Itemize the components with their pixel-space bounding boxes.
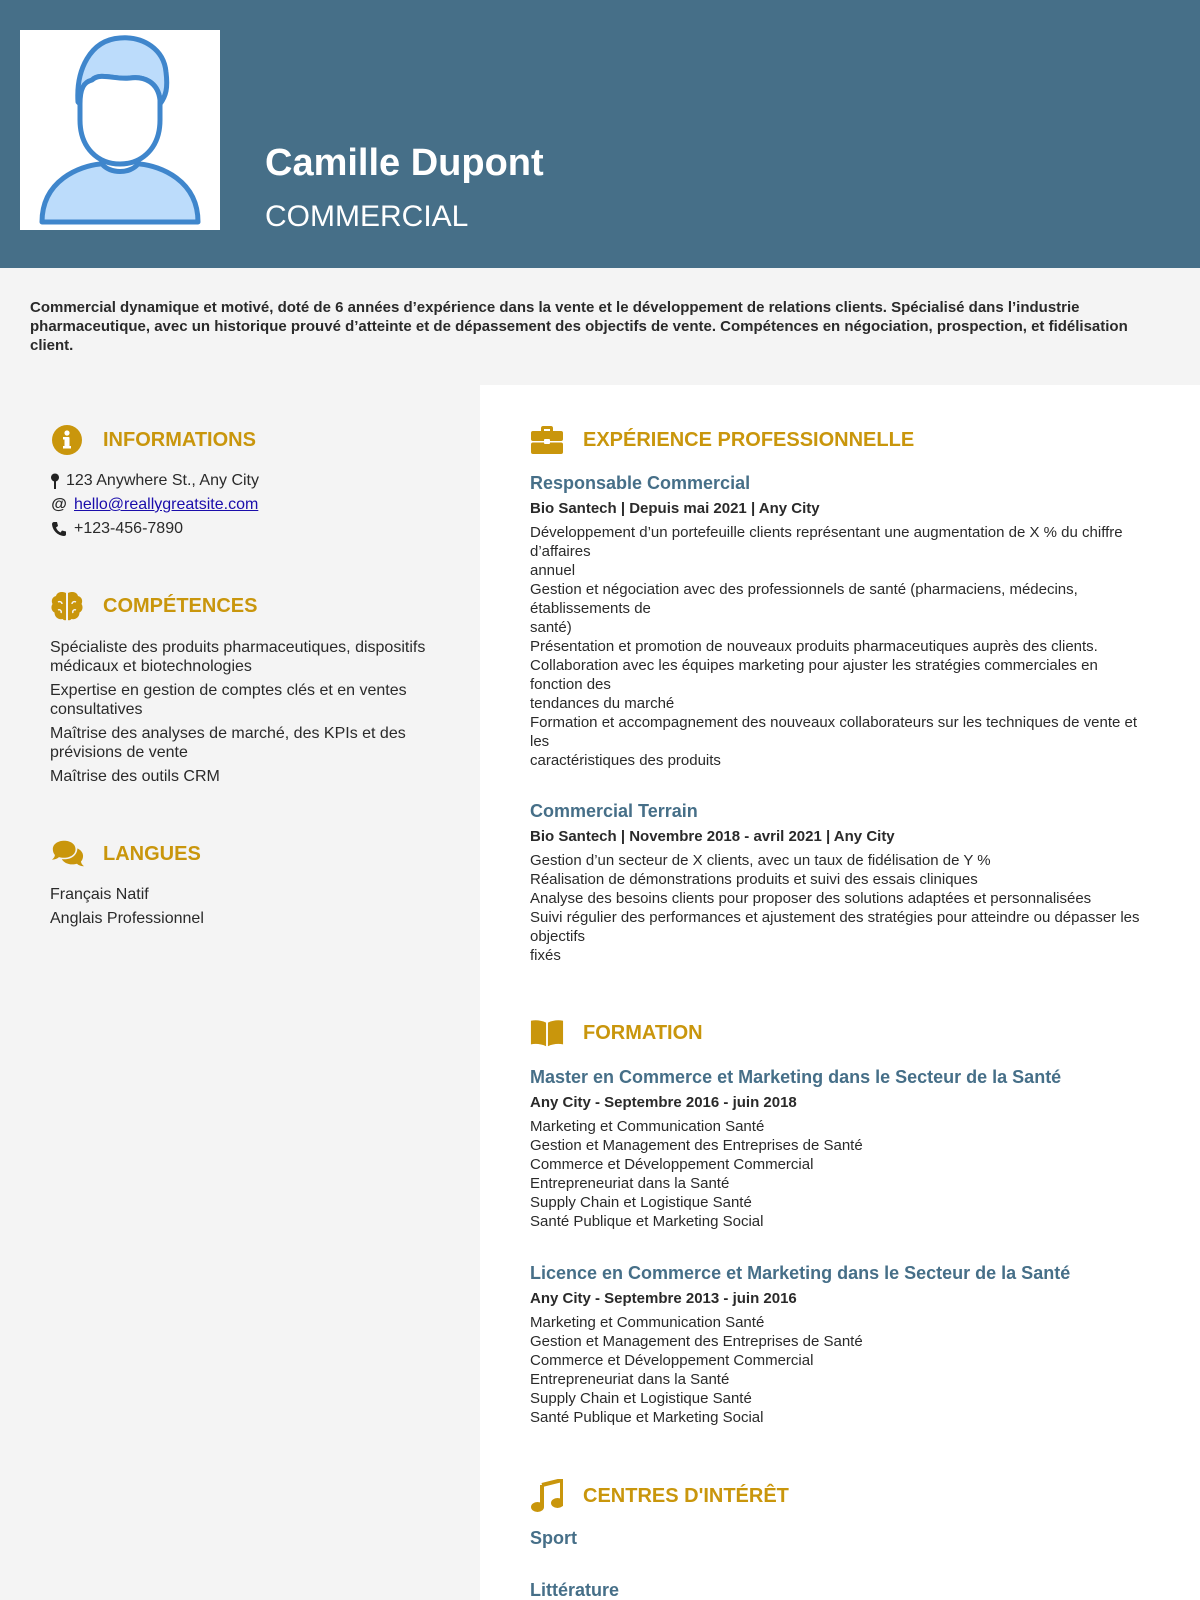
degree-title: Master en Commerce et Marketing dans le Secteur de la Santé	[530, 1067, 1062, 1087]
section-header-interets	[530, 1479, 789, 1513]
section-title: CENTRES D'INTÉRÊT	[583, 1484, 789, 1507]
job-line: Suivi régulier des performances et ajustement des stratégies pour atteindre ou dépasser les objectifs	[530, 909, 1140, 945]
interest-item: Littérature	[530, 1580, 620, 1600]
section-header-formation	[530, 1016, 703, 1050]
job-line: tendances du marché	[530, 695, 675, 712]
degree-title: Licence en Commerce et Marketing dans le Secteur de la Santé	[530, 1263, 1071, 1283]
section-title: LANGUES	[103, 842, 201, 865]
section-header-informations	[50, 423, 256, 457]
chat-icon	[50, 837, 84, 871]
phone-text: +123-456-7890	[74, 520, 183, 537]
at-sign-icon: @	[51, 496, 67, 513]
section-header-langues	[50, 837, 201, 871]
languages-list	[50, 885, 450, 933]
map-pin-icon	[50, 473, 60, 489]
job-line: Présentation et promotion de nouveaux produits pharmaceutiques auprès des clients.	[530, 638, 1098, 655]
email-link[interactable]: hello@reallygreatsite.com	[74, 496, 259, 513]
course-line: Supply Chain et Logistique Santé	[530, 1194, 752, 1211]
email-row	[50, 493, 259, 517]
course-line: Gestion et Management des Entreprises de Santé	[530, 1333, 863, 1350]
course-line: Marketing et Communication Santé	[530, 1118, 765, 1135]
job-line: Réalisation de démonstrations produits et suivi des essais cliniques	[530, 871, 978, 888]
profile-photo	[20, 30, 220, 230]
degree-meta: Any City - Septembre 2016 - juin 2018	[530, 1094, 797, 1111]
skill-item: Maîtrise des outils CRM	[50, 768, 220, 785]
user-avatar-icon	[20, 30, 220, 230]
job-title: Commercial Terrain	[530, 801, 698, 821]
left-column	[0, 385, 480, 1600]
job-entry	[530, 472, 1150, 770]
course-line: Entrepreneuriat dans la Santé	[530, 1371, 730, 1388]
phone-row	[50, 517, 259, 541]
degree-meta: Any City - Septembre 2013 - juin 2016	[530, 1290, 797, 1307]
course-line: Commerce et Développement Commercial	[530, 1156, 814, 1173]
section-title: INFORMATIONS	[103, 428, 256, 451]
brain-icon	[50, 589, 84, 623]
section-title: FORMATION	[583, 1021, 703, 1044]
music-icon	[530, 1479, 564, 1513]
skill-item: Expertise en gestion de comptes clés et en ventes consultatives	[50, 682, 407, 718]
skills-list	[50, 638, 450, 791]
course-line: Commerce et Développement Commercial	[530, 1352, 814, 1369]
info-icon	[50, 423, 84, 457]
address-text: 123 Anywhere St., Any City	[66, 472, 259, 489]
skill-item: Maîtrise des analyses de marché, des KPIs et des prévisions de vente	[50, 725, 406, 761]
job-line: Analyse des besoins clients pour proposer des solutions adaptées et personnalisées	[530, 890, 1092, 907]
profile-summary: Commercial dynamique et motivé, doté de 6 années d’expérience dans la vente et le développement de relations clients. Spécialisé dans l’industrie pharmaceutique, avec un historique prouvé d’atteinte et de dépassement des objectifs de vente. Compétences en négociation, prospection, et fidélisation client.	[30, 299, 1128, 354]
contact-info	[50, 469, 259, 541]
course-line: Marketing et Communication Santé	[530, 1314, 765, 1331]
job-entry	[530, 800, 1150, 965]
job-line: Formation et accompagnement des nouveaux collaborateurs sur les techniques de vente et les	[530, 714, 1138, 750]
job-line: annuel	[530, 562, 576, 579]
course-line: Supply Chain et Logistique Santé	[530, 1390, 752, 1407]
job-line: Gestion et négociation avec des professionnels de santé (pharmaciens, médecins, établissements de	[530, 581, 1078, 617]
job-line: Gestion d’un secteur de X clients, avec un taux de fidélisation de Y %	[530, 852, 991, 869]
right-column	[480, 385, 1200, 1600]
job-line: fixés	[530, 947, 561, 964]
briefcase-icon	[530, 423, 564, 457]
job-description	[530, 523, 1150, 770]
language-item: Anglais Professionnel	[50, 910, 204, 927]
header	[0, 0, 1200, 268]
section-header-competences	[50, 589, 257, 623]
job-meta: Bio Santech | Novembre 2018 - avril 2021 | Any City	[530, 828, 895, 845]
course-line: Entrepreneuriat dans la Santé	[530, 1175, 730, 1192]
job-line: santé)	[530, 619, 572, 636]
education-entry	[530, 1066, 1150, 1231]
job-description	[530, 851, 1150, 965]
course-line: Santé Publique et Marketing Social	[530, 1213, 764, 1230]
language-item: Français Natif	[50, 886, 149, 903]
degree-courses	[530, 1313, 1150, 1427]
degree-courses	[530, 1117, 1150, 1231]
section-title: EXPÉRIENCE PROFESSIONNELLE	[583, 428, 915, 451]
skill-item: Spécialiste des produits pharmaceutiques, dispositifs médicaux et biotechnologies	[50, 639, 426, 675]
candidate-title: COMMERCIAL	[265, 200, 469, 233]
section-title: COMPÉTENCES	[103, 594, 258, 617]
phone-icon	[50, 521, 68, 537]
education-entry	[530, 1262, 1150, 1427]
interest-item: Sport	[530, 1528, 577, 1548]
job-title: Responsable Commercial	[530, 473, 751, 493]
book-icon	[530, 1016, 564, 1050]
course-line: Santé Publique et Marketing Social	[530, 1409, 764, 1426]
address-row	[50, 469, 259, 493]
job-line: Développement d’un portefeuille clients représentant une augmentation de X % du chiffre d’affaires	[530, 524, 1123, 560]
section-header-experience	[530, 423, 914, 457]
job-line: Collaboration avec les équipes marketing pour ajuster les stratégies commerciales en fonction des	[530, 657, 1098, 693]
job-line: caractéristiques des produits	[530, 752, 721, 769]
job-meta: Bio Santech | Depuis mai 2021 | Any City	[530, 500, 820, 517]
candidate-name: Camille Dupont	[265, 142, 544, 184]
course-line: Gestion et Management des Entreprises de Santé	[530, 1137, 863, 1154]
